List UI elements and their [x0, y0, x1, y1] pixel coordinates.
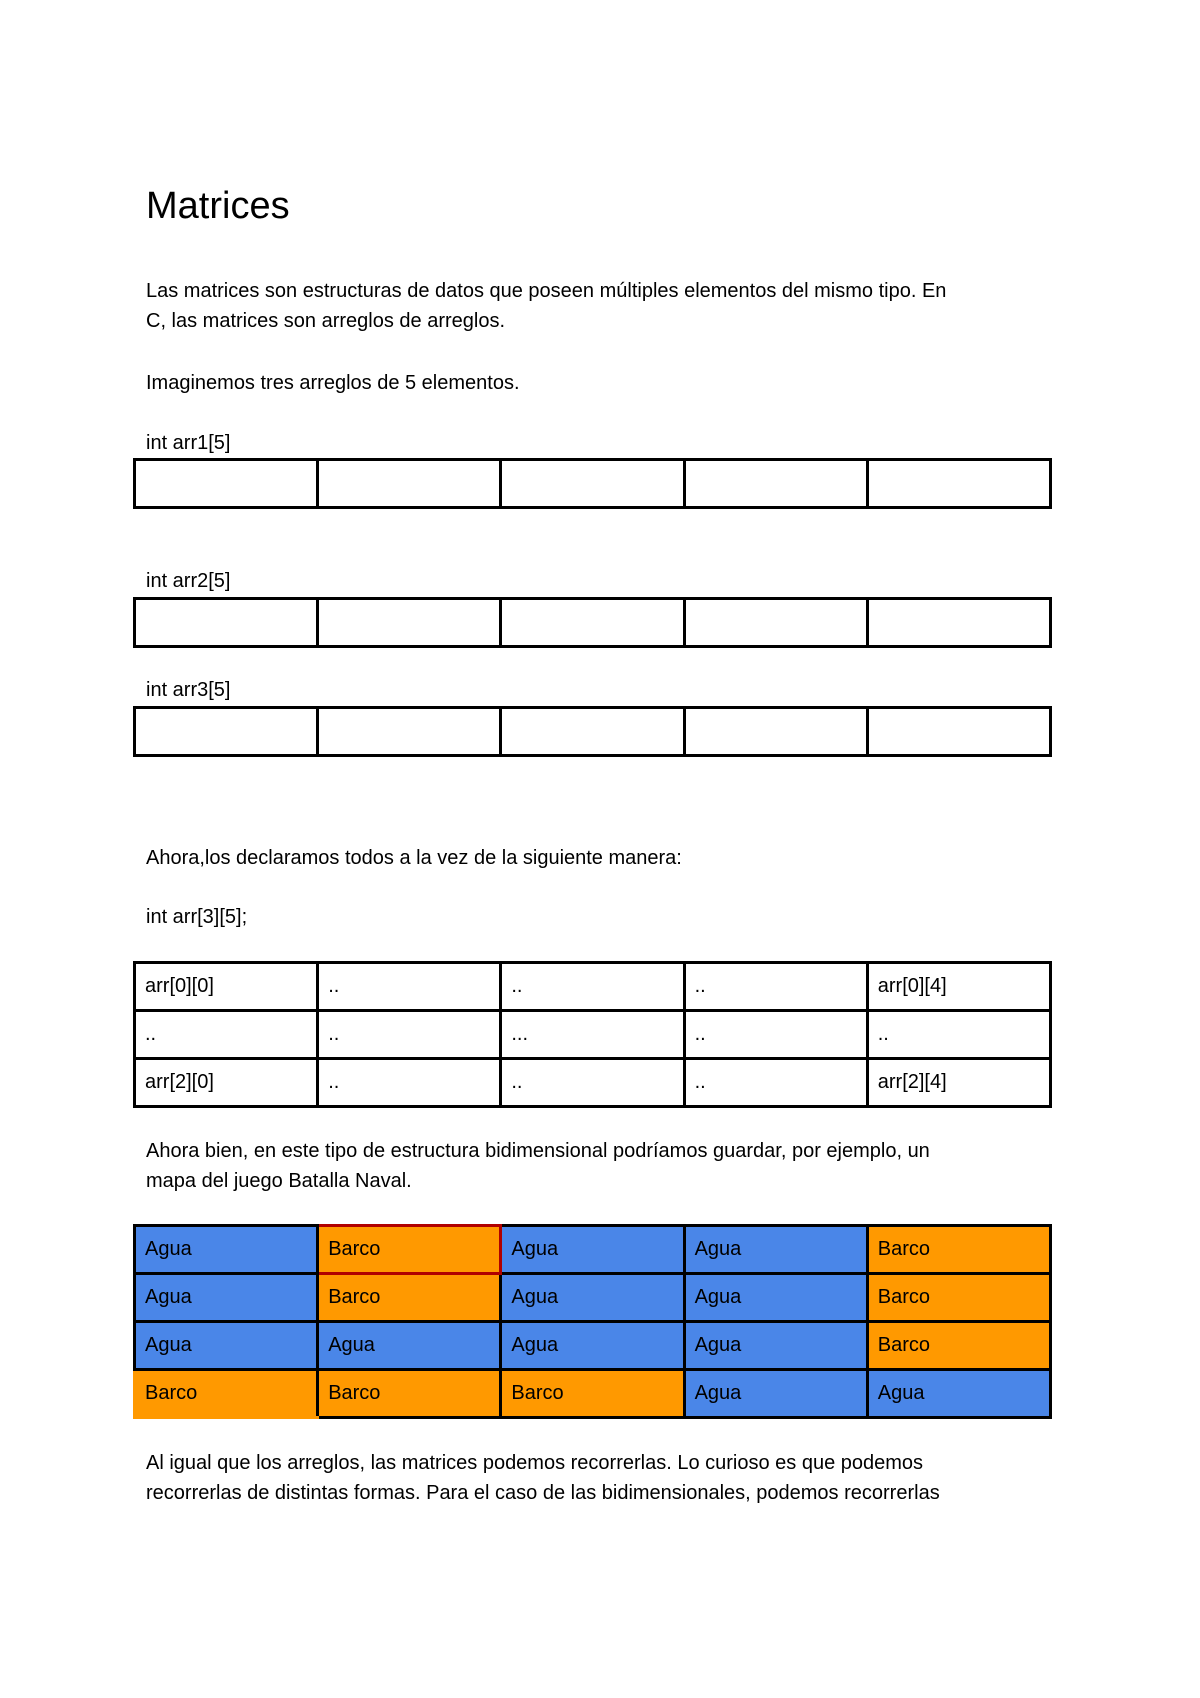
array-cell	[501, 460, 684, 508]
map-cell-water: Agua	[318, 1322, 501, 1370]
map-cell-water: Agua	[684, 1274, 867, 1322]
array-cell	[867, 708, 1050, 756]
matrix-cell: ..	[867, 1011, 1050, 1059]
matrix-cell: ..	[135, 1011, 318, 1059]
map-cell-ship: Barco	[318, 1274, 501, 1322]
intro-paragraph	[146, 276, 1066, 336]
map-cell-water: Agua	[867, 1370, 1050, 1418]
array-cell	[684, 708, 867, 756]
matrix-table	[133, 961, 1052, 1108]
map-cell-water: Agua	[684, 1226, 867, 1274]
map-cell-water: Agua	[684, 1370, 867, 1418]
matrix-row	[135, 1059, 1051, 1107]
map-cell-ship: Barco	[867, 1322, 1050, 1370]
array-diagram-arr2	[133, 597, 1052, 648]
array-cell	[684, 599, 867, 647]
matrix-cell: arr[0][4]	[867, 963, 1050, 1011]
array-cell	[318, 708, 501, 756]
battleship-map-table	[133, 1224, 1052, 1419]
map-row	[135, 1226, 1051, 1274]
map-cell-ship: Barco	[867, 1226, 1050, 1274]
imagine-paragraph: Imaginemos tres arreglos de 5 elementos.	[146, 372, 520, 394]
map-cell-water: Agua	[135, 1226, 318, 1274]
matrix-cell: arr[2][4]	[867, 1059, 1050, 1107]
array-cell	[684, 460, 867, 508]
map-cell-water: Agua	[684, 1322, 867, 1370]
map-cell-ship: Barco	[501, 1370, 684, 1418]
closing-line: recorrerlas de distintas formas. Para el caso de las bidimensionales, podemos recorrerlas	[146, 1482, 940, 1504]
intro-line: Las matrices son estructuras de datos que poseen múltiples elementos del mismo tipo. En	[146, 280, 947, 302]
map-cell-water: Agua	[501, 1226, 684, 1274]
matrix-row	[135, 1011, 1051, 1059]
declare-paragraph: Ahora,los declaramos todos a la vez de la siguiente manera:	[146, 847, 682, 869]
array-diagram-arr3	[133, 706, 1052, 757]
declaration-code: int arr[3][5];	[146, 906, 248, 928]
matrix-cell: ...	[501, 1011, 684, 1059]
map-row	[135, 1370, 1051, 1418]
naval-intro-line: mapa del juego Batalla Naval.	[146, 1170, 412, 1192]
array-label-arr1: int arr1[5]	[146, 432, 231, 454]
naval-intro-line: Ahora bien, en este tipo de estructura bidimensional podríamos guardar, por ejemplo, un	[146, 1140, 930, 1162]
matrix-cell: ..	[318, 1059, 501, 1107]
map-cell-water: Agua	[501, 1322, 684, 1370]
array-cell	[135, 460, 318, 508]
array-cell	[135, 708, 318, 756]
map-cell-water: Agua	[135, 1322, 318, 1370]
map-cell-ship: Barco	[318, 1226, 501, 1274]
matrix-cell: arr[0][0]	[135, 963, 318, 1011]
array-cell	[318, 460, 501, 508]
array-cell	[501, 599, 684, 647]
array-label-arr2: int arr2[5]	[146, 570, 231, 592]
array-cell	[501, 708, 684, 756]
map-cell-water: Agua	[501, 1274, 684, 1322]
array-label-arr3: int arr3[5]	[146, 679, 231, 701]
array-cell	[318, 599, 501, 647]
matrix-cell: ..	[684, 963, 867, 1011]
closing-line: Al igual que los arreglos, las matrices podemos recorrerlas. Lo curioso es que podemos	[146, 1452, 924, 1474]
map-cell-ship: Barco	[867, 1274, 1050, 1322]
array-cell	[135, 599, 318, 647]
matrix-cell: ..	[501, 1059, 684, 1107]
map-cell-ship: Barco	[135, 1370, 318, 1418]
array-cell	[867, 599, 1050, 647]
array-diagram-arr1	[133, 458, 1052, 509]
map-row	[135, 1322, 1051, 1370]
page-title: Matrices	[146, 185, 290, 227]
map-row	[135, 1274, 1051, 1322]
matrix-cell: arr[2][0]	[135, 1059, 318, 1107]
matrix-cell: ..	[318, 963, 501, 1011]
matrix-cell: ..	[684, 1059, 867, 1107]
naval-intro-paragraph	[146, 1136, 1066, 1196]
matrix-cell: ..	[684, 1011, 867, 1059]
map-cell-water: Agua	[135, 1274, 318, 1322]
array-cell	[867, 460, 1050, 508]
matrix-cell: ..	[318, 1011, 501, 1059]
map-cell-ship: Barco	[318, 1370, 501, 1418]
intro-line: C, las matrices son arreglos de arreglos.	[146, 310, 506, 332]
matrix-cell: ..	[501, 963, 684, 1011]
matrix-row	[135, 963, 1051, 1011]
closing-paragraph	[146, 1448, 1066, 1508]
